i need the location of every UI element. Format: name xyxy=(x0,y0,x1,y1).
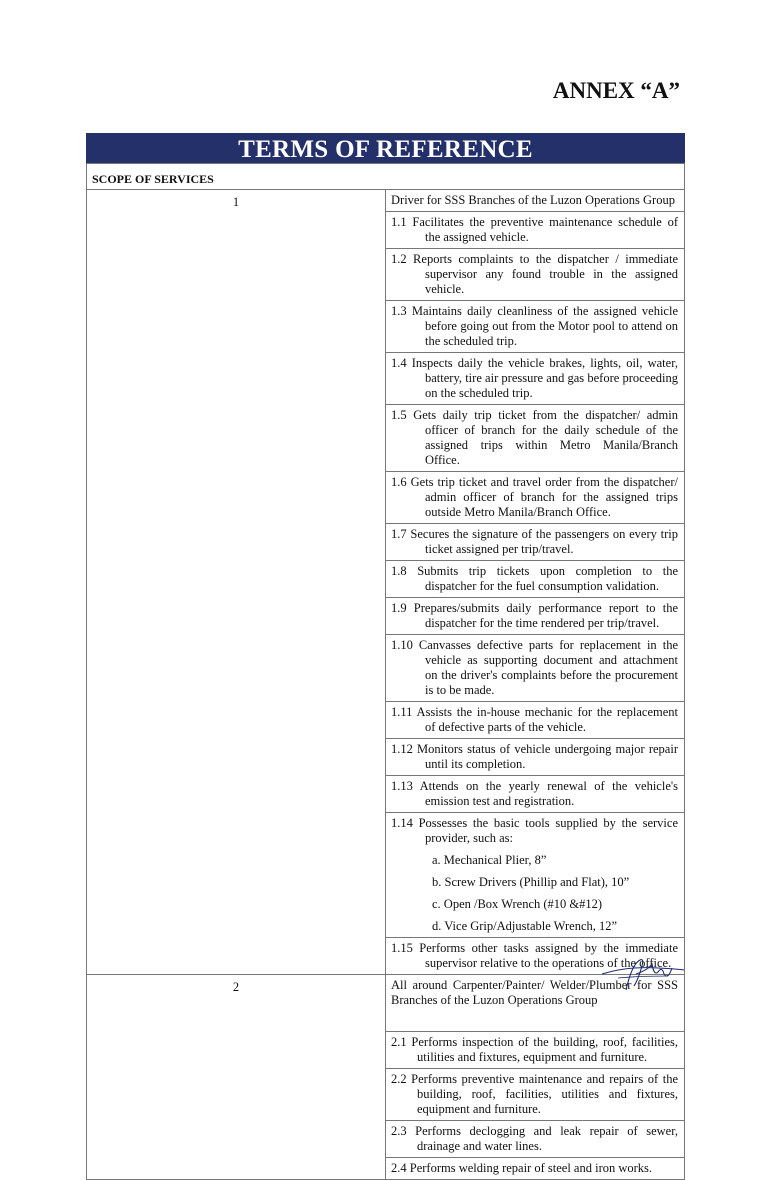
list-item: 1.11 Assists the in-house mechanic for the replacement of defective parts of the vehicle. xyxy=(391,705,678,734)
group-heading: Driver for SSS Branches of the Luzon Operations Group xyxy=(391,193,675,207)
tool-item: b. Screw Drivers (Phillip and Flat), 10” xyxy=(432,875,630,889)
list-item: 1.7 Secures the signature of the passengers on every trip ticket assigned per trip/travel. xyxy=(391,527,678,556)
list-item: 1.2 Reports complaints to the dispatcher / immediate supervisor any found trouble in the assigned vehicle. xyxy=(391,252,678,296)
list-item: 1.13 Attends on the yearly renewal of the vehicle's emission test and registration. xyxy=(391,779,678,808)
list-item: 1.5 Gets daily trip ticket from the dispatcher/ admin officer of branch for the daily schedule of the assigned trips within Metro Manila/Branch Office. xyxy=(391,408,678,467)
list-item: 2.3 Performs declogging and leak repair of sewer, drainage and water lines. xyxy=(391,1124,678,1153)
list-item: 1.6 Gets trip ticket and travel order from the dispatcher/ admin officer of branch for the assigned trips outside Metro Manila/Branch Office. xyxy=(391,475,678,519)
page-title: TERMS OF REFERENCE xyxy=(86,133,685,163)
list-item: 2.1 Performs inspection of the building, roof, facilities, utilities and fixtures, equipment and furniture. xyxy=(391,1035,678,1064)
section-label: SCOPE OF SERVICES xyxy=(87,164,685,190)
list-item: 1.15 Performs other tasks assigned by the immediate supervisor relative to the operations of the office. xyxy=(391,941,678,970)
list-item: 1.8 Submits trip tickets upon completion to the dispatcher for the fuel consumption validation. xyxy=(391,564,678,593)
tool-item: c. Open /Box Wrench (#10 &#12) xyxy=(432,897,603,911)
group-number: 1 xyxy=(87,190,386,975)
list-item: 1.4 Inspects daily the vehicle brakes, lights, oil, water, battery, tire air pressure and gas before proceeding on the scheduled trip. xyxy=(391,356,678,400)
list-item: 2.2 Performs preventive maintenance and repairs of the building, roof, facilities, utilities and fixtures, equipment and furniture. xyxy=(391,1072,678,1116)
section-row xyxy=(87,164,685,190)
group-number: 2 xyxy=(87,975,386,1180)
list-item: 2.4 Performs welding repair of steel and iron works. xyxy=(391,1161,653,1175)
list-item: 1.9 Prepares/submits daily performance report to the dispatcher for the time rendered per trip/travel. xyxy=(391,601,678,630)
tools-intro: 1.14 Possesses the basic tools supplied by the service provider, such as: xyxy=(391,816,678,845)
terms-of-reference-block xyxy=(86,133,685,1180)
group-heading: All around Carpenter/Painter/ Welder/Plumber for SSS Branches of the Luzon Operations Group xyxy=(391,978,678,1007)
list-item: 1.1 Facilitates the preventive maintenance schedule of the assigned vehicle. xyxy=(391,215,678,244)
tool-item: a. Mechanical Plier, 8” xyxy=(432,853,547,867)
signature-image xyxy=(598,956,688,996)
list-item: 1.3 Maintains daily cleanliness of the assigned vehicle before going out from the Motor pool to attend on the scheduled trip. xyxy=(391,304,678,348)
tool-item: d. Vice Grip/Adjustable Wrench, 12” xyxy=(432,919,618,933)
table-row xyxy=(87,975,685,1032)
list-item: 1.10 Canvasses defective parts for replacement in the vehicle as supporting document and attachment on the driver's complaints before the procurement is to be made. xyxy=(391,638,678,697)
table-row xyxy=(87,190,685,212)
annex-heading: ANNEX “A” xyxy=(552,78,680,103)
scope-table xyxy=(86,163,685,1180)
list-item: 1.12 Monitors status of vehicle undergoing major repair until its completion. xyxy=(391,742,678,771)
